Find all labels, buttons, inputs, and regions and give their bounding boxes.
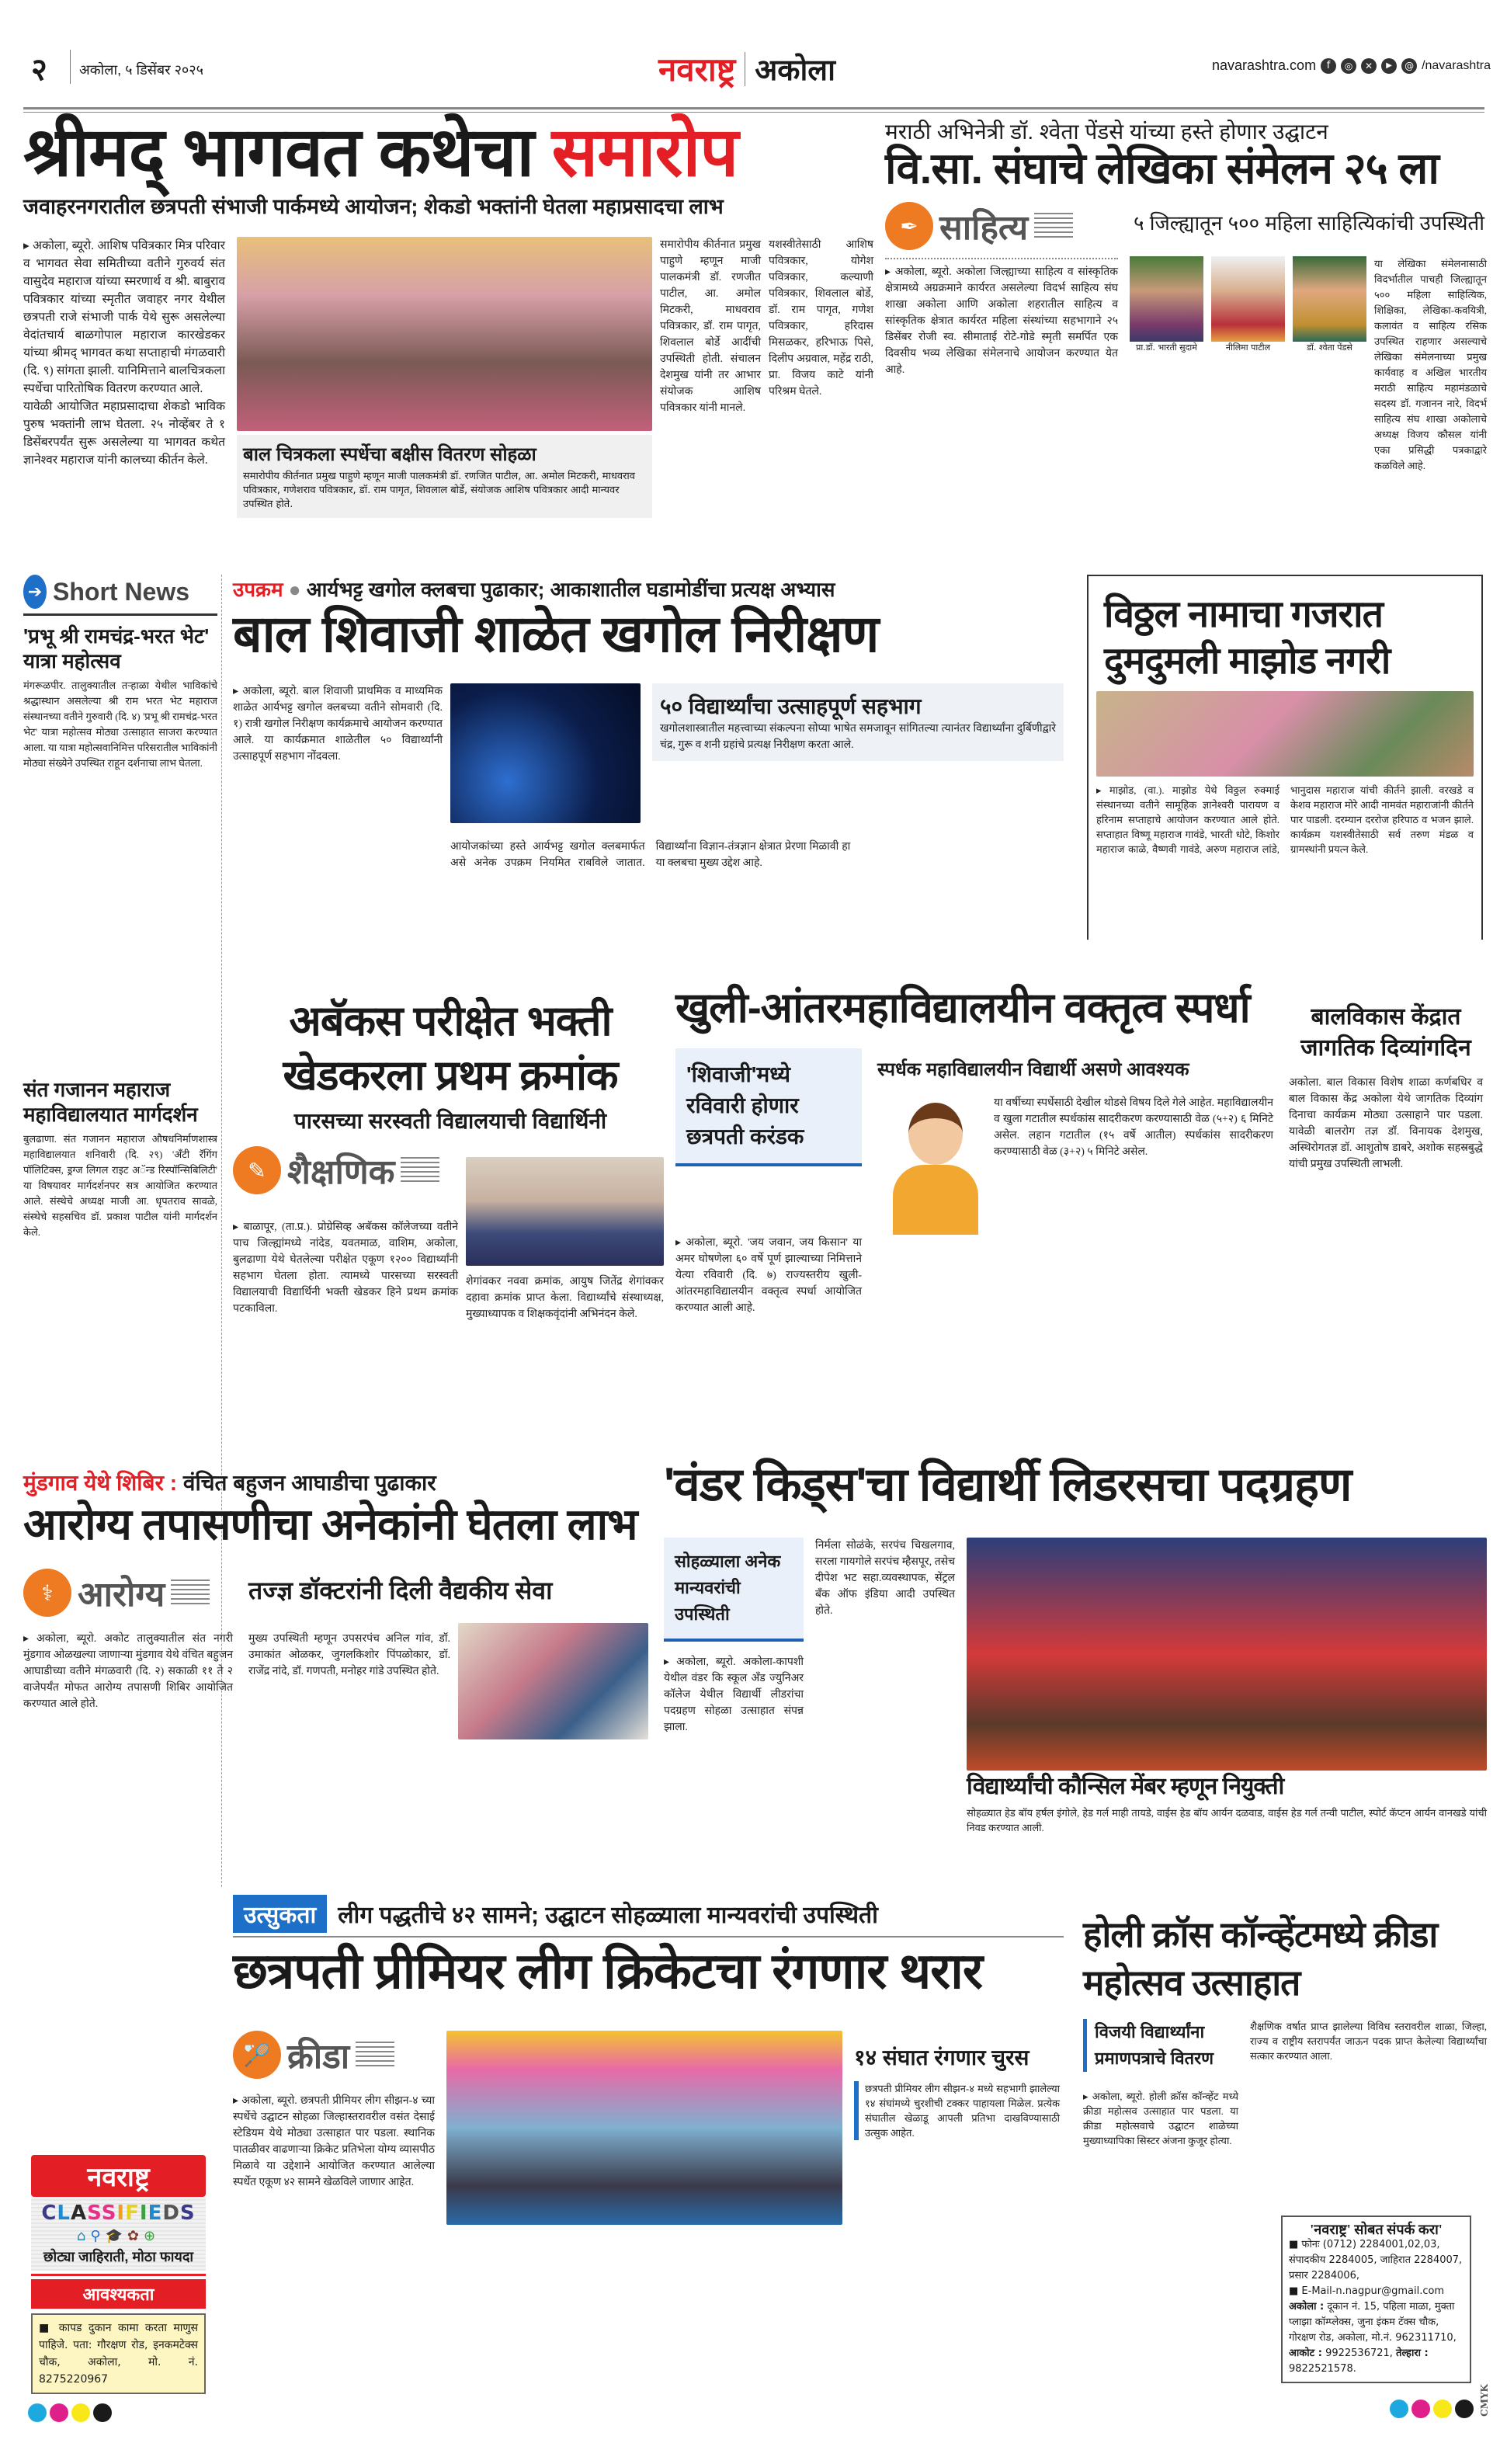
- lead-photo-caption: [237, 435, 652, 518]
- lead-story: [23, 113, 877, 551]
- bullet-square-icon: ■: [1289, 2285, 1302, 2297]
- threads-icon[interactable]: @: [1401, 58, 1417, 74]
- cricket-kicker-bar: [233, 1895, 1064, 1937]
- short-news-header: [23, 575, 217, 616]
- classifieds-panel: [31, 2197, 206, 2271]
- classifieds-tagline: छोट्या जाहिराती, मोठा फायदा: [43, 2249, 194, 2264]
- vitthal-headline: विठ्ठल नामाचा गजरात दुमदुमली माझोड नगरी: [1104, 594, 1391, 682]
- classifieds-title: [31, 2202, 206, 2225]
- kicker-box: उत्सुकता: [233, 1895, 327, 1933]
- holycross-story: [1083, 1910, 1491, 2205]
- wonderkids-photo: [967, 1538, 1487, 1771]
- lead-body-col3: समारोपीय कीर्तनात प्रमुख पाहुणे म्हणून माजी पालकमंत्री डॉ. रणजीत पाटील, आ. अमोल मिटकरी, माधवराव पवित्रकार, डॉ. राम पागृत, शिवलाल बोर्डे आदींची उपस्थिती होती. संचालन देशमुख यांनी तर आभार संयोजक आशिष पवित्रकार यांनी मानले.: [660, 239, 761, 414]
- classifieds-category: आवश्यकता: [31, 2279, 206, 2309]
- cmyk-marks-left: [28, 2403, 112, 2422]
- page-number: २: [31, 52, 47, 88]
- cricket-story: [233, 1895, 1064, 2438]
- holycross-headline: होली क्रॉस कॉन्व्हेंटमध्ये क्रीडा महोत्सव उत्साहात: [1083, 1914, 1438, 2004]
- short-news-title: 'प्रभू श्री रामचंद्र-भरत भेट' यात्रा महोत्सव: [23, 624, 210, 672]
- wonderkids-body-mid: निर्मला सोळंके, सरपंच चिखलगाव, सरला गायगोले सरपंच म्हैसपूर, तसेच दीपेश भट सहा.व्यवस्थापक, सेंट्रल बँक ऑफ इंडिया आदी उपस्थित होते.: [815, 1540, 955, 1617]
- sports-icon: 🏸: [233, 2031, 281, 2079]
- arrow-icon: ➔: [23, 575, 47, 609]
- classifieds-letter: E: [148, 2202, 163, 2225]
- section-lines: [356, 2042, 394, 2068]
- yellow-dot: [1433, 2400, 1452, 2418]
- balvikas-body: अकोला. बाल विकास विशेष शाळा कर्णबधिर व बाल विकास केंद्र अकोला येथे जागतिक दिव्यांग दिनाचा कार्यक्रम मोठ्या उत्साहाने पार पडला. यावेळी बालरोग तज्ञ डॉ. विनायक देशमुख, अस्थिरोगतज्ञ डॉ. आशुतोष डाबरे, अशोक सहस्रबुद्धे यांची प्रमुख उपस्थिती लाभली.: [1289, 1077, 1483, 1170]
- classifieds-letter: I: [139, 2202, 148, 2225]
- section-label: शैक्षणिक: [287, 1153, 395, 1192]
- classifieds-letter: F: [125, 2202, 140, 2225]
- classifieds-letter: S: [179, 2202, 196, 2225]
- sahitya-subhead: ५ जिल्ह्यातून ५०० महिला साहित्यिकांची उपस्थिती: [1134, 211, 1484, 235]
- health-section-tag: [23, 1569, 210, 1617]
- portrait-2: नीलिमा पाटील: [1211, 256, 1285, 353]
- debate-headline: खुली-आंतरमहाविद्यालयीन वक्तृत्व स्पर्धा: [675, 985, 1250, 1031]
- lead-headline-black: श्रीमद् भागवत कथेचा: [23, 113, 534, 190]
- classifieds-letter: S: [87, 2202, 102, 2225]
- debate-subhead: स्पर्धक महाविद्यालयीन विद्यार्थी असणे आवश्यक: [877, 1059, 1189, 1080]
- abacus-body: ▸ बाळापूर, (ता.प्र.). प्रोग्रेसिव्ह अबॅकस कॉलेजच्या वतीने पाच जिल्ह्यांमध्ये नांदेड, यवतमाळ, वाशिम, अकोला, बुलढाणा येथे घेतलेल्या परीक्षेत एकूण १२०० विद्यार्थ्यांनी सहभाग घेतला होता. त्यामध्ये पारसच्या सरस्वती विद्यालयाची विद्यार्थिनी भक्ती खेडकर हिने प्रथम क्रमांक पटकाविला.: [233, 1222, 458, 1315]
- astronomy-kicker: [233, 575, 1064, 603]
- astronomy-body-bottom: आयोजकांच्या हस्ते आर्यभट्ट खगोल क्लबमार्फत असे अनेक उपक्रम नियमित राबविले जातात. विद्यार्थ्यांना विज्ञान-तंत्रज्ञान क्षेत्रात प्रेरणा मिळावी हा या क्लबचा मुख्य उद्देश आहे.: [450, 841, 851, 869]
- wonderkids-body-right: सोहळ्यात हेड बॉय हर्षल इंगोले, हेड गर्ल माही तायडे, वाईस हेड बॉय आर्यन दळवाड, वाईस हेड गर्ल तन्वी पाटील, स्पोर्ट कॅप्टन आर्यन वानखडे यांची निवड करण्यात आली.: [967, 1807, 1487, 1833]
- debate-sidebar: [675, 1048, 862, 1166]
- contact-address: अकोला : दूकान नं. 15, पहिला माळा, मुक्ता प्लाझा कॉम्प्लेक्स, जुना इंकम टॅक्स चौक, गोरक्षण रोड, अकोला, मो.नं. 962311710, आकोट : 9922536721, तेल्हारा : 9822521578.: [1289, 2301, 1457, 2375]
- section-rule: [885, 258, 1118, 259]
- astronomy-headline: बाल शिवाजी शाळेत खगोल निरीक्षण: [233, 605, 879, 662]
- sidebar-body: खगोलशास्त्रातील महत्त्वाच्या संकल्पना सोप्या भाषेत समजावून सांगितल्या त्यानंतर विद्यार्थ्यांना दुर्बिणीद्वारे चंद्र, गुरू व शनी ग्रहांचे प्रत्यक्ष निरीक्षण करता आले.: [660, 723, 1056, 751]
- masthead-rule-thin: [23, 112, 1484, 113]
- cricket-subhead: १४ संघात रंगणार चुरस: [854, 2045, 1030, 2070]
- page-divider: [70, 50, 71, 84]
- lead-headline-red: समारोप: [551, 113, 738, 190]
- cmyk-label: CMYK: [1479, 2384, 1490, 2417]
- sahitya-story: [885, 116, 1491, 551]
- short-news-item: [23, 1077, 217, 1465]
- brand-name: नवराष्ट्र: [658, 51, 736, 88]
- section-lines: [1034, 213, 1073, 239]
- graduation-cap-icon: 🎓: [105, 2228, 127, 2244]
- health-photo: [458, 1623, 648, 1739]
- classifieds-letter: C: [41, 2202, 57, 2225]
- yellow-dot: [71, 2403, 90, 2422]
- health-plus-icon: ⊕: [144, 2228, 161, 2244]
- classified-ad-text: कापड दुकान कामा करता माणुस पाहिजे. पता: गौरक्षण रोड, इनकमटेक्स चौक, अकोला, मो. नं. 8275220967: [39, 2322, 199, 2386]
- health-body: ▸ अकोला, ब्यूरो. अकोट तालुक्यातील संत नगरी मुंडगाव ओळखल्या जाणाऱ्या मुंडगाव येथे वंचित बहुजन आघाडीच्या वतीने मंगळवारी (दि. २) सकाळी ११ ते २ वाजेपर्यंत मोफत आरोग्य तपासणी शिबिर आयोजित करण्यात आले होते.: [23, 1633, 233, 1710]
- lead-subhead: जवाहरनगरातील छत्रपती संभाजी पार्कमध्ये आयोजन; शेकडो भक्तांनी घेतला महाप्रसादचा लाभ: [23, 195, 724, 219]
- sahitya-headline: वि.सा. संघाचे लेखिका संमेलन २५ ला: [885, 144, 1439, 193]
- sidebar-title: 'शिवाजी'मध्ये रविवारी होणार छत्रपती करंडक: [686, 1062, 804, 1149]
- sahitya-body-right: या लेखिका संमेलनासाठी विदर्भातील पाचही जिल्ह्यातून ५०० महिला साहित्यिक, शिक्षिका, लेखिका-कवयित्री, कलावंत व साहित्य रसिक उपस्थित राहणार असल्याचे लेखिका संमेलनाच्या प्रमुख कार्यवाह व अखिल भारतीय मराठी साहित्य महामंडळाचे सदस्य डॉ. गजानन नारे, विदर्भ साहित्य संघ शाखा अकोलाचे अध्यक्ष विजय कौसल यांनी एका प्रसिद्धी पत्रकाद्वारे कळविले आहे.: [1374, 258, 1487, 471]
- contact-box: [1281, 2216, 1471, 2383]
- classifieds-brand: नवराष्ट्र: [31, 2155, 206, 2197]
- sahitya-body: ▸ अकोला, ब्यूरो. अकोला जिल्ह्याच्या साहित्य व सांस्कृतिक क्षेत्रामध्ये अग्रक्रमाने कार्यरत असलेल्या विदर्भ साहित्य संघ शाखा अकोला आणि अकोला शहरातील साहित्य व सांस्कृतिक क्षेत्रात कार्यरत महिला संस्थांच्या सहभागाने २५ डिसेंबर रोजी स्व. सीमाताई रोटे-गोडे स्मृती समर्पित एक दिवसीय भव्य लेखिका संमेलनाचे आयोजन करण्यात येत आहे.: [885, 266, 1118, 376]
- magenta-dot: [1411, 2400, 1430, 2418]
- classifieds-letter: A: [71, 2202, 88, 2225]
- masthead: [23, 47, 1491, 101]
- cyan-dot: [1390, 2400, 1408, 2418]
- section-label: क्रीडा: [287, 2038, 350, 2076]
- kicker-text: आर्यभट्ट खगोल क्लबचा पुढाकार; आकाशातील घडामोडींचा प्रत्यक्ष अभ्यास: [306, 578, 835, 601]
- section-label: साहित्य: [939, 209, 1029, 247]
- feather-icon: ✒: [885, 202, 933, 250]
- wonderkids-sidebar: [664, 1538, 804, 1642]
- cricket-photo: [446, 2031, 842, 2225]
- bullet-square-icon: ■: [1289, 2239, 1302, 2250]
- short-news-title: संत गजानन महाराज महाविद्यालयात मार्गदर्शन: [23, 1078, 198, 1126]
- home-icon: ⌂: [76, 2228, 91, 2244]
- search-icon: ⚲: [90, 2228, 106, 2244]
- lead-headline: [23, 113, 877, 190]
- abacus-headline: अबॅकस परीक्षेत भक्ती खेडकरला प्रथम क्रमांक: [283, 998, 618, 1100]
- classifieds-letter: S: [101, 2202, 117, 2225]
- health-icon: ⚕: [23, 1569, 71, 1617]
- astronomy-photo: [450, 683, 641, 823]
- short-news-body: मंगरूळपीर. तालुक्यातील तऱ्हाळा येथील भाविकांचे श्रद्धास्थान असलेल्या श्री राम भरत भेट महाराज संस्थानच्या वतीने गुरुवारी (दि. ४) 'प्रभू श्री रामचंद्र-भरत भेट' यात्रा महोत्सव मोठ्या उत्साहात साजरा करण्यात आला. या यात्रा महोत्सवानिमित्त परिसरातील भाविकांनी मोठ्या संख्येने उपस्थित राहून दर्शनाचा लाभ घेतला.: [23, 679, 217, 769]
- cyan-dot: [28, 2403, 47, 2422]
- lead-body-col1: ▸ अकोला, ब्यूरो. आशिष पवित्रकार मित्र परिवार व भागवत सेवा समितीच्या वतीने गुरुवर्य संत वासुदेव महाराज यांच्या स्मरणार्थ व श्री. बाबुराव पवित्रकार यांच्या स्मृतीत जवाहर नगर येथील छत्रपती राजे संभाजी पार्क येथे सुरू असलेल्या वेदांतचार्य बाळगोपाल महाराज कारखेडकर यांच्या श्रीमद् भागवत कथा सप्ताहाची मंगळवारी (दि. ९) सांगता झाली. यानिमित्ताने बालचित्रकला स्पर्धेचा पारितोषिक वितरण करण्यात आले. यावेळी आयोजित महाप्रसादाचा शेकडो भाविक पुरुष भक्तांनी लाभ घेतला. २५ नोव्हेंबर ते १ डिसेंबरपर्यंत सुरू असलेल्या या भागवत कथेत ज्ञानेश्वर महाराज यांनी कालच्या कीर्तन केले.: [23, 239, 225, 467]
- youtube-icon[interactable]: ▶: [1381, 58, 1397, 74]
- astronomy-story: [233, 575, 1064, 940]
- social-handle: /navarashtra: [1422, 58, 1491, 72]
- short-news-body: बुलढाणा. संत गजानन महाराज औषधनिर्माणशास्त्र महाविद्यालयात शनिवारी (दि. २९) 'अँटी रॅगिंग पॉलिटिक्स, ड्रग्ज लिगल राइट अॅन्ड रिस्पॉन्सिबिलिटी' या विषयावर मार्गदर्शनपर सत्र आयोजित करण्यात आले. संस्थेचे अध्यक्ष माजी आ. धृपतराव सावळे, संस्थेचे सहसचिव डॉ. प्रकाश पाटील यांनी मार्गदर्शन केले.: [23, 1133, 217, 1238]
- caption-text: समारोपीय कीर्तनात प्रमुख पाहुणे म्हणून माजी पालकमंत्री डॉ. रणजित पाटील, आ. अमोल मिटकरी, माधवराव पवित्रकार, गणेशराव पवित्रकार, डॉ. राम पागृत, शिवलाल बोर्डे, संयोजक आशिष पवित्रकार आदी मान्यवर उपस्थित होते.: [243, 471, 635, 510]
- edition-name: अकोला: [755, 54, 835, 87]
- vitthal-story: [1087, 575, 1483, 940]
- bullet-square-icon: ■: [39, 2322, 53, 2334]
- portrait-1: प्रा.डॉ. भारती सुदामे: [1130, 256, 1203, 353]
- bullet-icon: ●: [288, 578, 301, 601]
- cartoon-speaker: [885, 1103, 986, 1242]
- cmyk-marks-right: [1390, 2400, 1474, 2418]
- cricket-sidebar-body: छत्रपती प्रीमियर लीग सीझन-४ मध्ये सहभागी झालेल्या १४ संघांमध्ये चुरशीची टक्कर पाहायला मिळेल. प्रत्येक संघातील खेळाडू आपली प्रतिभा दाखविण्यासाठी उत्सुक आहेत.: [854, 2081, 1060, 2140]
- contact-title: 'नवराष्ट्र' सोबत संपर्क करा': [1310, 2222, 1443, 2237]
- health-kicker: [23, 1468, 652, 1497]
- vitthal-body: ▸ माझोड, (वा.). माझोड येथे विठ्ठल रुक्माई संस्थानच्या वतीने सामूहिक ज्ञानेश्वरी पारायण व हरिनाम सप्ताहाचे आयोजन करण्यात आले होते. सप्ताहात विष्णू महाराज गावंडे, भारती धोटे, किशोर महाराज काळे, वैष्णवी गावंडे, अरुण महाराज लांडे, भानुदास महाराज यांची कीर्तने झाली. वरखडे व केशव महाराज मोरे आदी नामवंत महाराजांनी कीर्तने पार पाडली. दरम्यान दररोज हरिपाठ व भजन झाले. कार्यक्रम यशस्वीतेसाठी सर्व तरुण मंडळ व ग्रामस्थांनी प्रयत्न केले.: [1096, 784, 1474, 855]
- vitthal-photo: [1096, 691, 1474, 777]
- debate-story: [675, 986, 1281, 1421]
- magenta-dot: [50, 2403, 68, 2422]
- contact-email[interactable]: ■ E-Mail-n.nagpur@gmail.com: [1289, 2285, 1445, 2297]
- caption-title: बाल चित्रकला स्पर्धेचा बक्षीस वितरण सोहळा: [243, 444, 536, 465]
- classifieds-letter: D: [162, 2202, 180, 2225]
- lead-photo: [237, 237, 652, 431]
- abacus-photo: [466, 1157, 664, 1266]
- abacus-story: [233, 994, 668, 1413]
- masthead-rule: [23, 107, 1484, 109]
- classifieds-icons: [31, 2228, 206, 2244]
- sidebar-title: सोहळ्याला अनेक मान्यवरांची उपस्थिती: [675, 1552, 781, 1624]
- holycross-body-right: शैक्षणिक वर्षात प्राप्त झालेल्या विविध स्तरावरील शाळा, जिल्हा, राज्य व राष्ट्रीय स्तरापर्यंत जाऊन पदक प्राप्त केलेल्या विद्यार्थ्यांचा सत्कार करण्यात आला.: [1250, 2021, 1487, 2062]
- section-label: आरोग्य: [78, 1576, 165, 1614]
- classifieds-letter: L: [57, 2202, 71, 2225]
- classified-ad[interactable]: [31, 2313, 206, 2394]
- lead-body-col4: यशस्वीतेसाठी आशिष पवित्रकार, योगेश पवित्रकार, कल्याणी पवित्रकार, शिवलाल बोर्डे, डॉ. राम पागृत, गणेश पवित्रकार, हरिदास मिसळकर, हरिभाऊ पिसे, दिलीप अग्रवाल, महेंद्र राठी, प्रा. विजय काटे यांनी परिश्रम घेतले.: [769, 239, 873, 398]
- website-link[interactable]: navarashtra.com: [1212, 57, 1317, 73]
- wonderkids-headline: 'वंडर किड्स'चा विद्यार्थी लिडरसचा पदग्रहण: [664, 1458, 1352, 1510]
- classifieds-box: [31, 2155, 206, 2394]
- sidebar-title: ५० विद्यार्थ्यांचा उत्साहपूर्ण सहभाग: [660, 694, 922, 718]
- short-news-label: Short News: [53, 577, 190, 606]
- cricket-body: ▸ अकोला, ब्यूरो. छत्रपती प्रीमियर लीग सीझन-४ च्या स्पर्धेचे उद्घाटन सोहळा जिल्हास्तरावरील वसंत देसाई स्टेडियम येथे मोठ्या उत्साहात पार पडला. स्थानिक पातळीवर वाढणाऱ्या क्रिकेट प्रतिभेला योग्य व्यासपीठ मिळावे या उद्देशाने आयोजित करण्यात आलेल्या स्पर्धेत एकूण ४२ सामने खेळविले जाणार आहेत.: [233, 2095, 435, 2188]
- x-icon[interactable]: ✕: [1361, 58, 1377, 74]
- portrait-3: डॉ. श्वेता पेंडसे: [1293, 256, 1366, 353]
- instagram-icon[interactable]: ◎: [1341, 58, 1356, 74]
- wonderkids-photo-caption: विद्यार्थ्यांची कौन्सिल मेंबर म्हणून नियुक्ती: [967, 1774, 1284, 1799]
- abacus-subhead: पारसच्या सरस्वती विद्यालयाची विद्यार्थिनी: [293, 1109, 607, 1134]
- kicker-red: मुंडगाव येथे शिबिर :: [23, 1471, 178, 1495]
- balvikas-headline: बालविकास केंद्रात जागतिक दिव्यांगदिन: [1300, 1004, 1471, 1061]
- dateline: अकोला, ५ डिसेंबर २०२५: [79, 62, 204, 78]
- kicker-text: वंचित बहुजन आघाडीचा पुढाकार: [182, 1471, 436, 1495]
- sahitya-kicker: मराठी अभिनेत्री डॉ. श्वेता पेंडसे यांच्या हस्ते होणार उद्घाटन: [885, 120, 1328, 144]
- black-dot: [1455, 2400, 1474, 2418]
- cricket-headline: छत्रपती प्रीमियर लीग क्रिकेटचा रंगणार थरार: [233, 1943, 983, 1999]
- health-headline: आरोग्य तपासणीचा अनेकांनी घेतला लाभ: [23, 1500, 637, 1548]
- wedding-icon: ✿: [127, 2228, 144, 2244]
- holycross-sidebar: [1083, 2019, 1238, 2072]
- wonderkids-story: [664, 1460, 1491, 1856]
- contact-phone: ■ फोनः (0712) 2284001,02,03, संपादकीय 2284005, जाहिरात 2284007, प्रसार 2284006,: [1289, 2239, 1463, 2282]
- astronomy-body: ▸ अकोला, ब्यूरो. बाल शिवाजी प्राथमिक व माध्यमिक शाळेत आर्यभट्ट खगोल क्लबच्या वतीने सोमवारी (दि. १) रात्री खगोल निरीक्षण कार्यक्रमाचे आयोजन करण्यात आले. या कार्यक्रमात शाळेतील ५० विद्यार्थ्यांनी उत्साहपूर्ण सहभाग नोंदवला.: [233, 686, 443, 763]
- kicker-text: लीग पद्धतीचे ४२ सामने; उद्घाटन सोहळ्याला मान्यवरांची उपस्थिती: [338, 1903, 878, 1928]
- health-body-right: मुख्य उपस्थिती म्हणून उपसरपंच अनिल गांव, डॉ. उमाकांत ओळकर, जुगलकिशोर पिंपळोकार, डॉ. राजेंद्र नांदे, डॉ. गणपती, मनोहर गांडे उपस्थित होते.: [248, 1633, 450, 1677]
- brand-logo: [658, 47, 835, 91]
- sidebar-title: विजयी विद्यार्थ्यांना प्रमाणपत्राचे वितरण: [1095, 2022, 1214, 2068]
- social-bar: [1212, 57, 1491, 74]
- debate-body: ▸ अकोला, ब्यूरो. 'जय जवान, जय किसान' या अमर घोषणेला ६० वर्षे पूर्ण झाल्याच्या निमित्ताने येत्या रविवारी (दि. ७) राज्यस्तरीय खुली-आंतरमहाविद्यालयीन वक्तृत्व स्पर्धा आयोजित करण्यात आली आहे.: [675, 1237, 862, 1314]
- section-lines: [171, 1580, 210, 1606]
- classifieds-letter: I: [116, 2202, 126, 2225]
- short-news-item: [23, 624, 217, 1066]
- black-dot: [93, 2403, 112, 2422]
- holycross-body: ▸ अकोला, ब्यूरो. होली क्रॉस कॉन्व्हेंट मध्ये क्रीडा महोत्सव उत्साहात पार पडला. या क्रीडा महोत्सवाचे उद्घाटन शाळेच्या मुख्याध्यापिका सिस्टर अंजना कुजूर होत्या.: [1083, 2090, 1238, 2146]
- short-news-column: [23, 575, 217, 1465]
- astronomy-sidebar: [652, 683, 1064, 761]
- abacus-body-right: शेगांवकर नववा क्रमांक, आयुष जितेंद्र शेगांवकर दहावा क्रमांक प्राप्त केला. विद्यार्थ्यांचे संस्थाध्यक्ष, मुख्याध्यापक व शिक्षकवृंदांनी अभिनंदन केले.: [466, 1276, 664, 1320]
- health-story: [23, 1468, 652, 1856]
- book-icon: ✎: [233, 1146, 281, 1194]
- health-subhead: तज्ज्ञ डॉक्टरांनी दिली वैद्यकीय सेवा: [248, 1576, 553, 1604]
- debate-body-right: या वर्षीच्या स्पर्धेसाठी देखील थोडसे विषय दिले गेले आहेत. महाविद्यालयीन व खुला गटातील स्पर्धकांस सादरीकरण करण्यासाठी वेळ (५+२) ६ मिनिटे असेल. लहान गटातील (१५ वर्षे आतील) स्पर्धकांस सादरीकरण करण्यासाठी वेळ (३+२) ५ मिनिटे असेल.: [994, 1097, 1273, 1158]
- balvikas-story: [1289, 1002, 1483, 1406]
- facebook-icon[interactable]: f: [1321, 58, 1336, 74]
- section-lines: [401, 1157, 439, 1183]
- kicker-red: उपक्रम: [233, 578, 283, 601]
- portrait-row: [1130, 256, 1366, 353]
- sahitya-section-tag: [885, 202, 1073, 250]
- wonderkids-body: ▸ अकोला, ब्यूरो. अकोला-कापशी येथील वंडर कि स्कूल ॲंड ज्युनिअर कॉलेज येथील विद्यार्थी लीडरांचा पदग्रहण सोहळा उत्साहात संपन्न झाला.: [664, 1656, 804, 1733]
- cricket-section-tag: [233, 2031, 394, 2079]
